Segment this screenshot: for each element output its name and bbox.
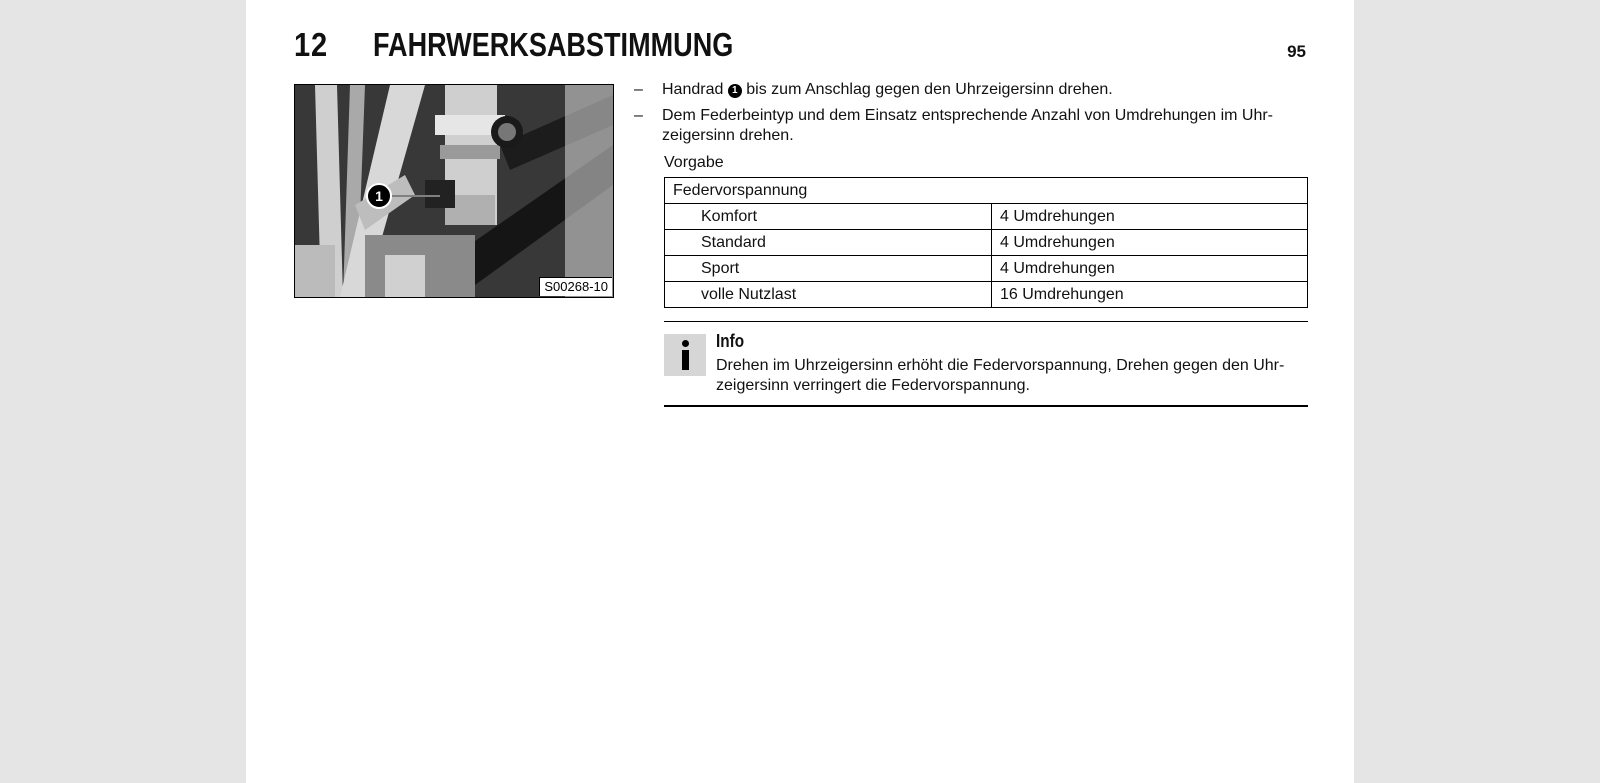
- spec-value-cell: 4 Umdrehungen: [992, 204, 1308, 230]
- figure-caption: S00268-10: [539, 277, 612, 296]
- spec-name-cell: Sport: [665, 256, 992, 282]
- spec-name-cell: volle Nutzlast: [665, 282, 992, 308]
- step-text-before: Handrad: [662, 81, 728, 98]
- table-row: [665, 178, 1308, 204]
- photo-illustration: [295, 85, 613, 297]
- table-row: [665, 230, 1308, 256]
- chapter-title: FAHRWERKSABSTIMMUNG: [373, 26, 734, 63]
- instruction-steps: [634, 80, 1294, 152]
- chapter-number: 12: [294, 26, 329, 63]
- manual-page: [246, 0, 1354, 783]
- table-row: [665, 282, 1308, 308]
- info-box: [664, 321, 1308, 407]
- step-dash: –: [634, 107, 643, 124]
- spec-label: Vorgabe: [664, 154, 724, 171]
- step-item: [634, 80, 1294, 100]
- table-row: [665, 256, 1308, 282]
- step-item: [634, 106, 1294, 146]
- table-row: [665, 204, 1308, 230]
- info-icon: [664, 334, 706, 376]
- shock-absorber-photo: [294, 84, 614, 298]
- circled-number-icon: 1: [728, 84, 742, 98]
- info-text: Drehen im Uhrzeigersinn erhöht die Federvorspannung, Drehen gegen den Uhr-zeigersinn verringert die Federvorspannung.: [716, 357, 1285, 394]
- spec-group-header: Federvorspannung: [665, 178, 1308, 204]
- spec-name-cell: Standard: [665, 230, 992, 256]
- step-text: Dem Federbeintyp und dem Einsatz entsprechende Anzahl von Umdrehungen im Uhr-zeigersinn drehen.: [662, 107, 1273, 144]
- spec-table: [664, 177, 1308, 308]
- spec-name-cell: Komfort: [665, 204, 992, 230]
- spec-value-cell: 4 Umdrehungen: [992, 230, 1308, 256]
- spec-value-cell: 16 Umdrehungen: [992, 282, 1308, 308]
- spec-value-cell: 4 Umdrehungen: [992, 256, 1308, 282]
- figure-marker: 1: [375, 188, 383, 204]
- page-number: 95: [1287, 42, 1306, 61]
- step-dash: –: [634, 81, 643, 98]
- info-title: Info: [716, 331, 745, 351]
- step-text-after: bis zum Anschlag gegen den Uhrzeigersinn drehen.: [741, 81, 1113, 98]
